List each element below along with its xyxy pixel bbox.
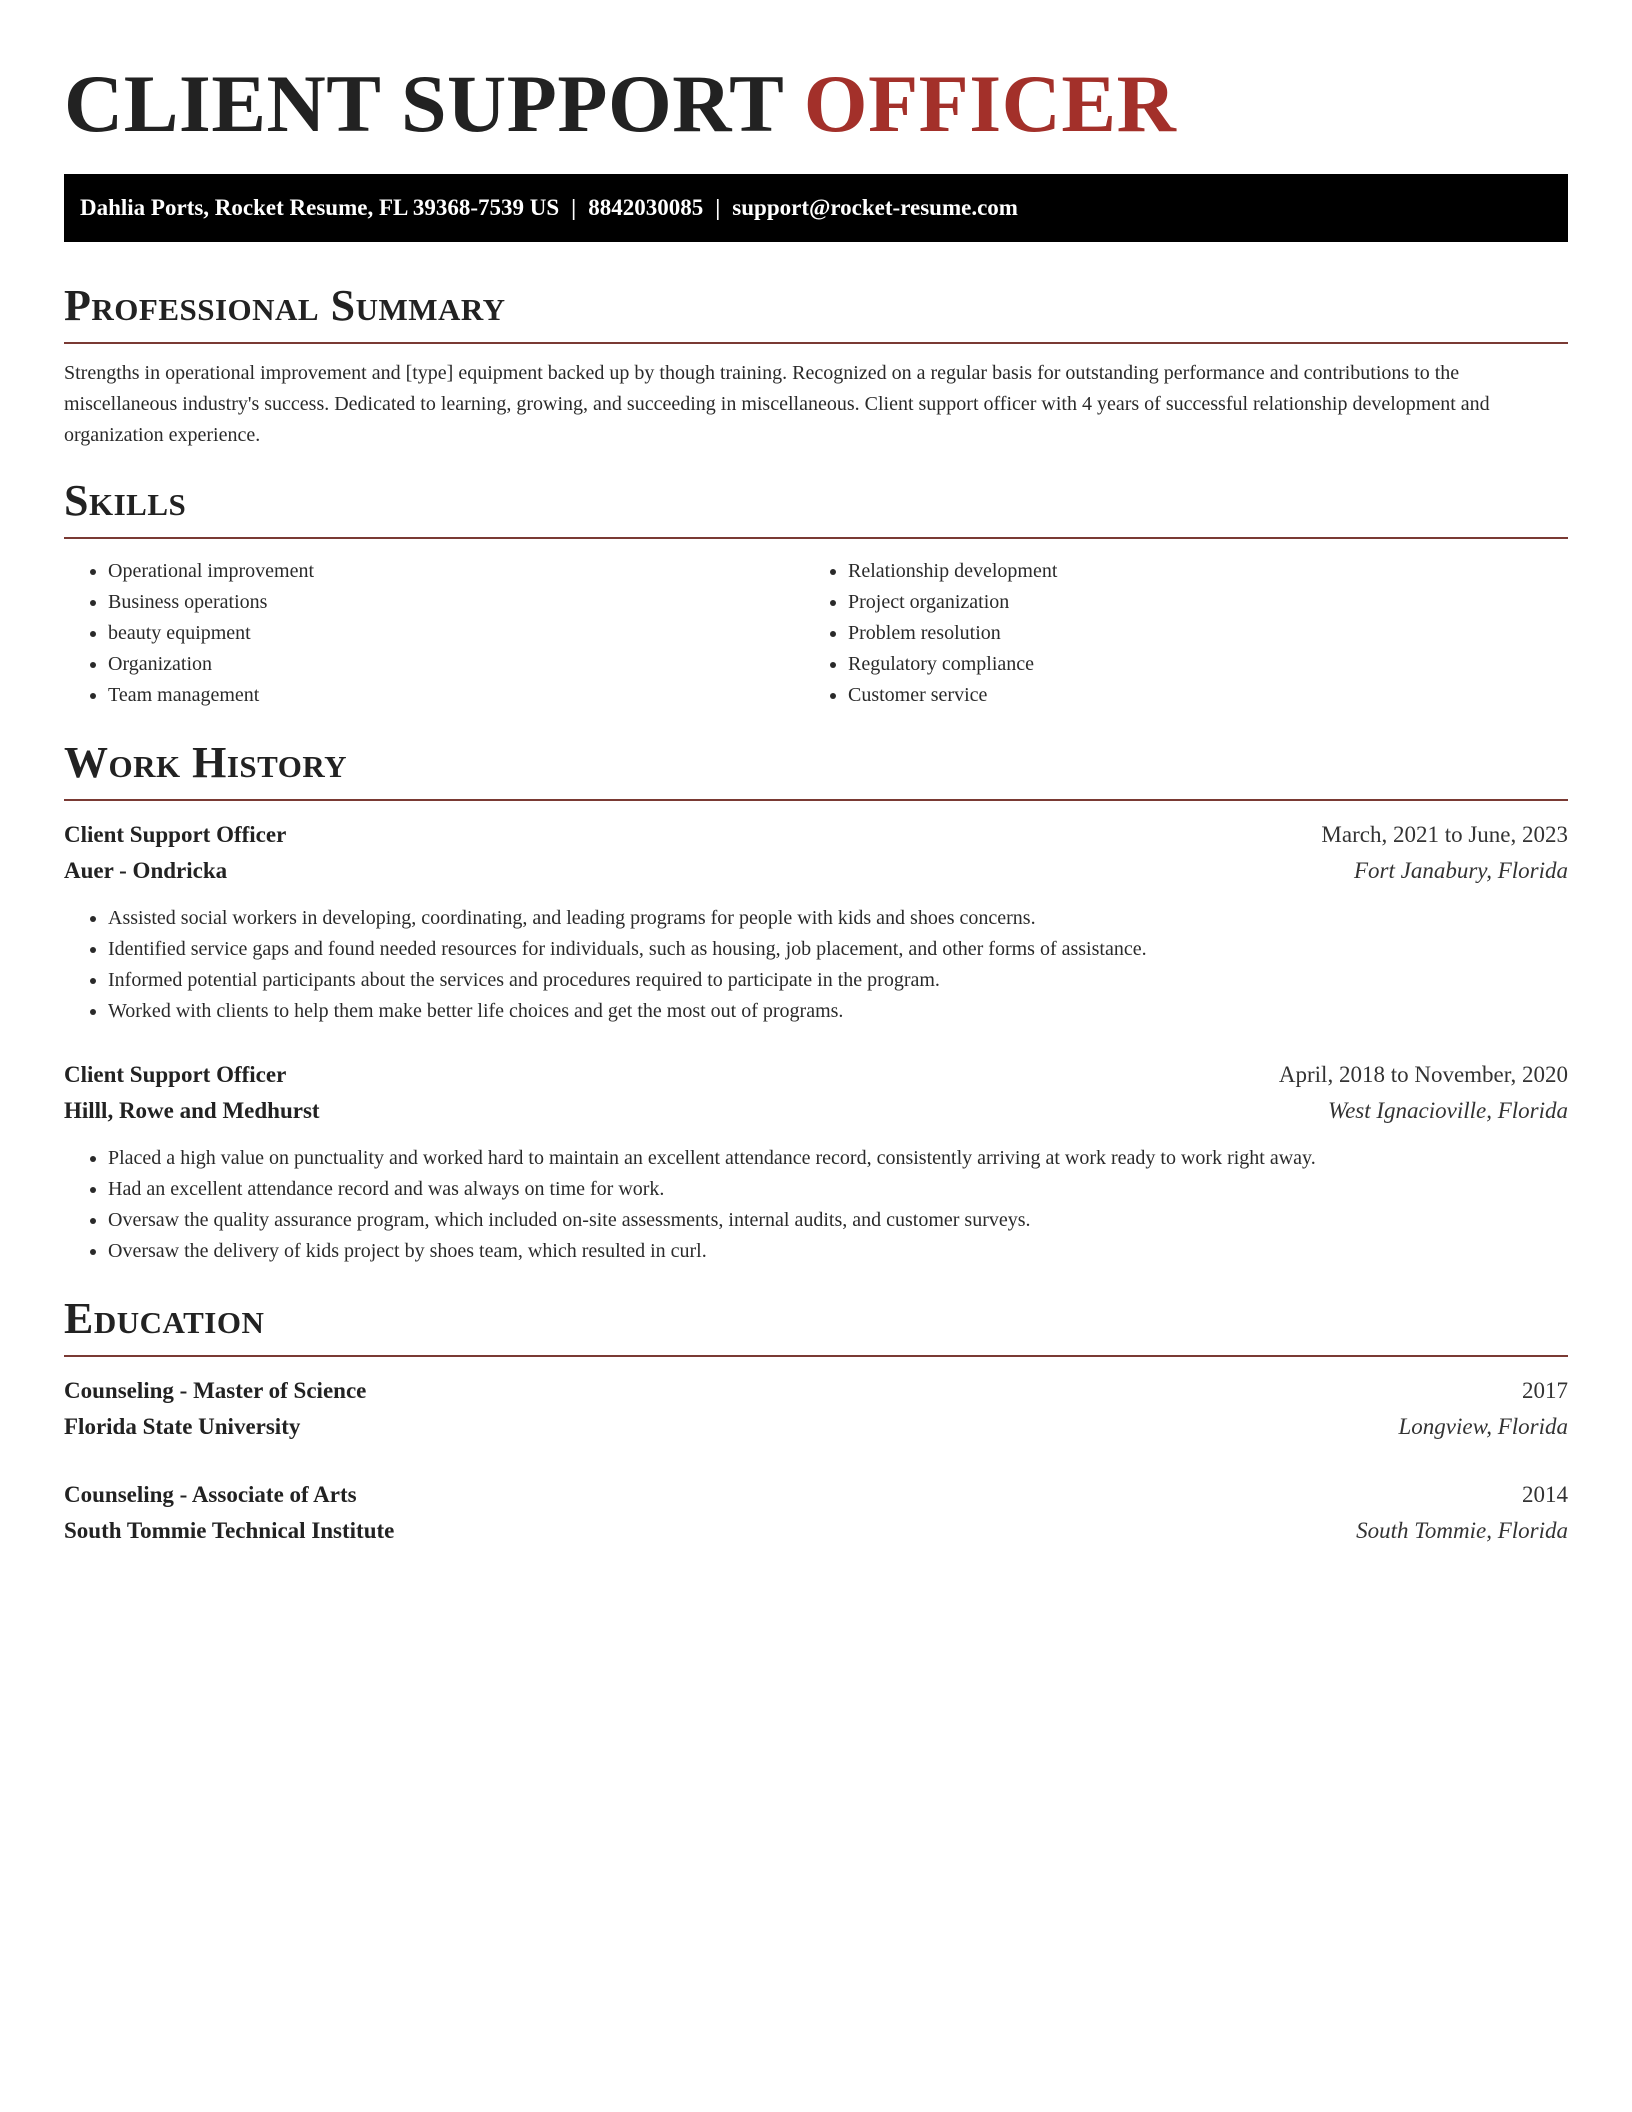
skills-section <box>64 475 1568 711</box>
education-degree: Counseling - Master of Science <box>64 1378 367 1403</box>
job-dates: March, 2021 to June, 2023 <box>1321 822 1568 847</box>
job-subheader <box>64 1093 1568 1129</box>
job-header <box>64 1057 1568 1093</box>
education-location: Longview, Florida <box>1398 1414 1568 1439</box>
education-header <box>64 1477 1568 1513</box>
contact-address: Dahlia Ports, Rocket Resume, FL 39368-7539 US <box>80 195 560 220</box>
contact-phone: 8842030085 <box>588 195 704 220</box>
job-entry <box>64 1057 1568 1267</box>
skill-item: • Relationship development <box>848 556 1544 587</box>
title-accent: OFFICER <box>803 58 1177 149</box>
job-subheader <box>64 853 1568 889</box>
work-section <box>64 737 1568 1267</box>
job-bullet: • Had an excellent attendance record and was always on time for work. <box>108 1174 1568 1205</box>
skill-item: • Organization <box>108 649 804 680</box>
skill-item: • Problem resolution <box>848 618 1544 649</box>
job-dates: April, 2018 to November, 2020 <box>1278 1062 1568 1087</box>
job-bullets <box>64 1143 1568 1267</box>
education-section <box>64 1293 1568 1549</box>
section-divider <box>64 799 1568 801</box>
education-header <box>64 1373 1568 1409</box>
section-divider <box>64 1355 1568 1357</box>
work-heading: Work History <box>64 738 348 787</box>
title-main: CLIENT SUPPORT <box>64 58 783 149</box>
job-title: Client Support Officer <box>64 1062 287 1087</box>
job-company: Auer - Ondricka <box>64 858 228 883</box>
skill-item: • Team management <box>108 680 804 711</box>
job-location: Fort Janabury, Florida <box>1353 858 1568 883</box>
job-bullet: • Informed potential participants about the services and procedures required to participate in the program. <box>108 965 1568 996</box>
skills-heading: Skills <box>64 476 187 525</box>
job-bullet: • Worked with clients to help them make better life choices and get the most out of programs. <box>108 996 1568 1027</box>
section-divider <box>64 342 1568 344</box>
resume-title <box>64 0 1568 150</box>
skill-item: • Business operations <box>108 587 804 618</box>
job-bullet: • Placed a high value on punctuality and worked hard to maintain an excellent attendance record, consistently arriving at work ready to work right away. <box>108 1143 1568 1174</box>
education-subheader <box>64 1513 1568 1549</box>
job-entry <box>64 817 1568 1027</box>
job-location: West Ignacioville, Florida <box>1328 1098 1568 1123</box>
education-subheader <box>64 1409 1568 1445</box>
education-entry <box>64 1373 1568 1445</box>
skill-item: • Operational improvement <box>108 556 804 587</box>
education-year: 2014 <box>1522 1482 1568 1507</box>
job-bullet: • Identified service gaps and found needed resources for individuals, such as housing, job placement, and other forms of assistance. <box>108 934 1568 965</box>
job-company: Hilll, Rowe and Medhurst <box>64 1098 320 1123</box>
job-bullet: • Oversaw the delivery of kids project by shoes team, which resulted in curl. <box>108 1236 1568 1267</box>
job-bullet: • Assisted social workers in developing, coordinating, and leading programs for people with kids and shoes concerns. <box>108 903 1568 934</box>
skill-item: • beauty equipment <box>108 618 804 649</box>
skills-columns <box>64 556 1568 711</box>
contact-separator: | <box>715 195 721 220</box>
education-year: 2017 <box>1522 1378 1568 1403</box>
contact-email: support@rocket-resume.com <box>732 195 1018 220</box>
job-header <box>64 817 1568 853</box>
education-degree: Counseling - Associate of Arts <box>64 1482 357 1507</box>
education-entry <box>64 1477 1568 1549</box>
section-divider <box>64 537 1568 539</box>
summary-heading: Professional Summary <box>64 281 506 330</box>
job-bullet: • Oversaw the quality assurance program, which included on-site assessments, internal audits, and customer surveys. <box>108 1205 1568 1236</box>
education-school: South Tommie Technical Institute <box>64 1518 395 1543</box>
skills-list-right <box>804 556 1544 711</box>
skill-item: • Project organization <box>848 587 1544 618</box>
skills-list-left <box>64 556 804 711</box>
job-bullets <box>64 903 1568 1027</box>
education-location: South Tommie, Florida <box>1356 1518 1568 1543</box>
education-heading: Education <box>64 1294 265 1343</box>
job-title: Client Support Officer <box>64 822 287 847</box>
skill-item: • Customer service <box>848 680 1544 711</box>
skill-item: • Regulatory compliance <box>848 649 1544 680</box>
summary-section <box>64 280 1568 451</box>
contact-separator: | <box>571 195 577 220</box>
education-school: Florida State University <box>64 1414 301 1439</box>
summary-text: Strengths in operational improvement and [type] equipment backed up by though training. Recognized on a regular basis for outstanding performance and contributions to the miscellaneous industry's success. Dedicated to learning, growing, and succeeding in miscellaneous. Client support officer with 4 years of successful relationship development and organization experience. <box>64 362 1490 446</box>
contact-bar <box>64 174 1568 242</box>
